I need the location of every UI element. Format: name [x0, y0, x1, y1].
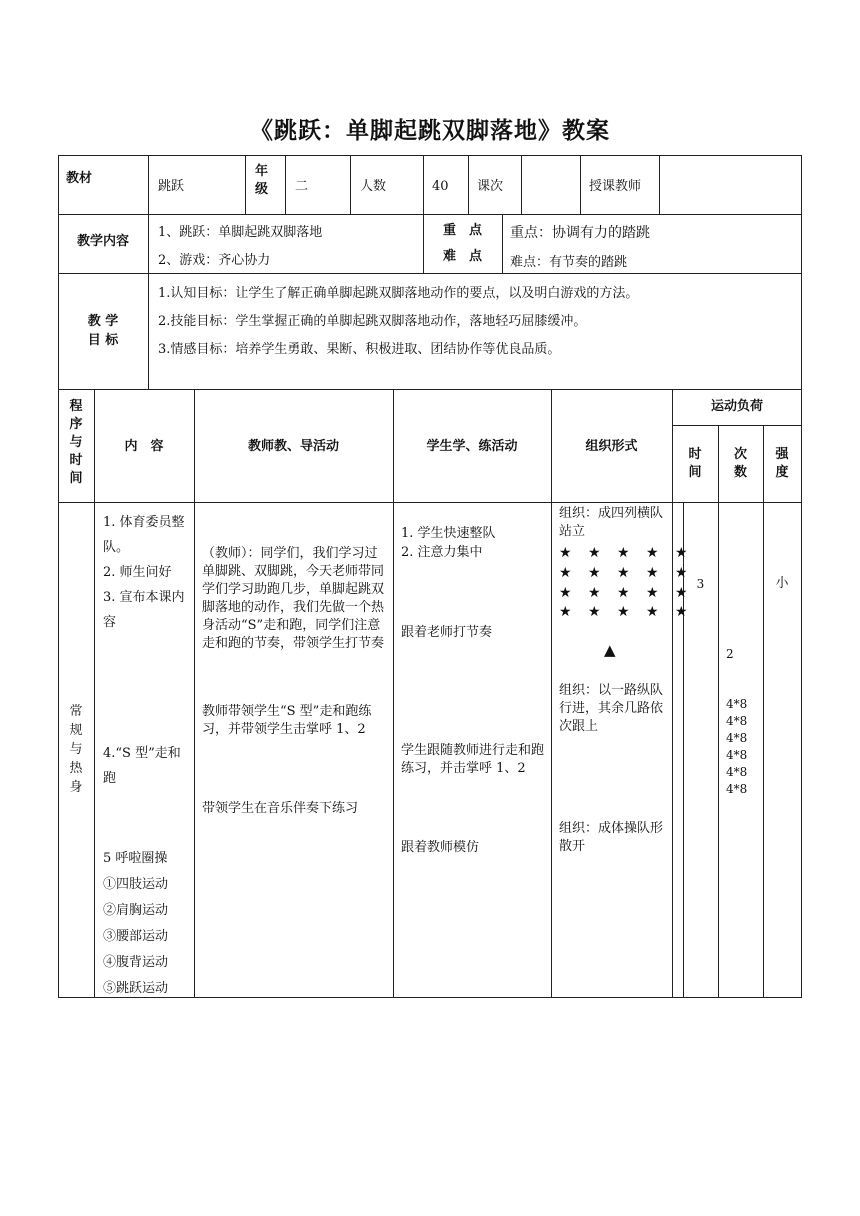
student-formation-row: ★ ★ ★ ★ ★ — [559, 545, 694, 561]
section-label: 常 规 与 热 身 — [69, 704, 83, 795]
content-step: 4.“S 型”走和跑 — [103, 746, 181, 786]
student-formation-row: ★ ★ ★ ★ ★ — [559, 604, 694, 620]
teacher-activity-text: 带领学生在音乐伴奏下练习 — [202, 801, 359, 816]
student-activity-text: 2. 注意力集中 — [401, 545, 483, 560]
content-step: ④腹背运动 — [103, 955, 169, 970]
people-value: 40 — [432, 179, 449, 194]
grade-label: 年级 — [255, 164, 269, 197]
lesson-label: 课次 — [477, 179, 504, 194]
count-value: 2 — [726, 647, 734, 661]
content-item: 1、跳跃：单脚起跳双脚落地 — [158, 225, 323, 240]
content-step: ③腰部运动 — [103, 929, 169, 944]
content-step: ①四肢运动 — [103, 877, 169, 892]
col-divider — [763, 425, 764, 997]
col-divider — [551, 389, 552, 997]
content-step: 3. 宣布本课内容 — [103, 590, 185, 630]
people-label: 人数 — [360, 179, 387, 194]
col-divider — [94, 389, 95, 997]
table-border-right — [801, 155, 802, 998]
page-title: 《跳跃：单脚起跳双脚落地》教案 — [250, 118, 610, 144]
difficulty-value: 难点：有节奏的踏跳 — [510, 255, 628, 270]
intensity-header: 强 度 — [775, 447, 789, 480]
organization-text: 组织：以一路纵队行进，其余几路依次跟上 — [559, 683, 664, 734]
time-value: 3 — [696, 577, 705, 591]
teacher-position-icon: ▲ — [604, 641, 616, 659]
key-value: 重点：协调有力的踏跳 — [510, 225, 650, 241]
intensity-value: 小 — [775, 576, 789, 591]
goal-label: 教 学 — [87, 314, 119, 329]
row-divider — [58, 273, 802, 274]
student-activity-text: 学生跟随教师进行走和跑练习，并击掌呼 1、2 — [401, 743, 545, 776]
col-divider — [245, 155, 246, 214]
procedure-header: 程 序 与 时 间 — [69, 399, 83, 486]
student-activity-text: 跟着教师模仿 — [401, 840, 480, 855]
teacher-label: 授课教师 — [589, 179, 642, 194]
load-header: 运动负荷 — [710, 399, 763, 414]
count-list: 4*8 4*8 4*8 4*8 4*8 4*8 — [726, 697, 748, 796]
table-border-bottom — [58, 997, 802, 998]
time-header: 时 间 — [688, 447, 702, 480]
content-step: ⑤跳跃运动 — [103, 981, 169, 996]
teacher-activity-text: 教师带领学生“S 型”走和跑练习，并带领学生击掌呼 1、2 — [202, 704, 372, 737]
row-divider — [58, 214, 802, 215]
goal-label: 目 标 — [87, 333, 119, 348]
col-divider — [393, 389, 394, 997]
content-step: 1. 体育委员整队。 — [103, 515, 185, 555]
col-divider — [580, 155, 581, 214]
goal-item: 1.认知目标：让学生了解正确单脚起跳双脚落地动作的要点，以及明白游戏的方法。 — [158, 286, 639, 301]
col-divider — [521, 155, 522, 214]
content-step: 2. 师生问好 — [103, 565, 172, 580]
col-divider — [285, 155, 286, 214]
organization-header: 组织形式 — [585, 439, 638, 454]
content-label: 教学内容 — [76, 234, 129, 249]
student-activity-header: 学生学、练活动 — [426, 439, 518, 454]
load-header-divider — [672, 425, 802, 426]
goal-item: 2.技能目标：学生掌握正确的单脚起跳双脚落地动作，落地轻巧屈膝缓冲。 — [158, 314, 587, 329]
col-divider — [659, 155, 660, 214]
col-divider — [350, 155, 351, 214]
table-border-top — [58, 155, 802, 156]
key-label: 重 点 — [442, 223, 482, 238]
material-value: 跳跃 — [158, 179, 185, 194]
teacher-activity-text: （教师）：同学们，我们学习过单脚跳、双脚跳，今天老师带同学们学习助跑几步，单脚起跳双脚落地的动作，我们先做一个热身活动“S”走和跑，同学们注意走和跑的节奏，带领学生打节奏 — [202, 546, 385, 651]
student-activity-text: 1. 学生快速整队 — [401, 526, 496, 541]
col-divider — [718, 425, 719, 997]
content-item: 2、游戏：齐心协力 — [158, 253, 271, 268]
content-header: 内 容 — [124, 439, 164, 454]
col-divider — [148, 155, 149, 214]
content-step: 5 呼啦圈操 — [103, 851, 168, 866]
student-formation-row: ★ ★ ★ ★ ★ — [559, 565, 694, 581]
student-formation-row: ★ ★ ★ ★ ★ — [559, 585, 694, 601]
col-divider — [194, 389, 195, 997]
col-divider — [423, 155, 424, 214]
difficulty-label: 难 点 — [442, 249, 482, 264]
material-label: 教材 — [66, 171, 93, 186]
grade-value: 二 — [295, 179, 309, 194]
col-divider — [468, 155, 469, 214]
student-activity-text: 跟着老师打节奏 — [401, 625, 493, 640]
organization-text: 组织：成体操队形散开 — [559, 821, 664, 854]
row-divider — [58, 502, 802, 503]
teacher-activity-header: 教师教、导活动 — [247, 439, 339, 454]
goal-item: 3.情感目标：培养学生勇敢、果断、积极进取、团结协作等优良品质。 — [158, 342, 561, 357]
row-divider — [58, 389, 802, 390]
organization-text: 组织：成四列横队站立 — [559, 506, 664, 539]
count-header: 次 数 — [733, 447, 747, 480]
col-divider — [148, 214, 149, 389]
col-divider — [502, 214, 503, 273]
content-step: ②肩胸运动 — [103, 903, 169, 918]
table-border-left — [58, 155, 59, 998]
